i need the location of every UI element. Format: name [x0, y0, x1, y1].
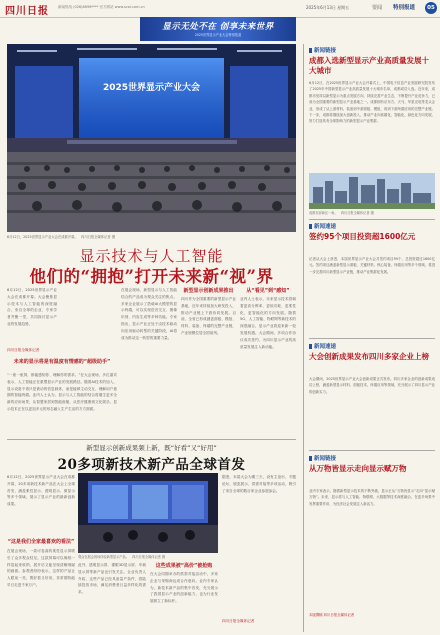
article1-para2: 在展会现场，新型显示与人工智能结合的产品成为观众关注的焦点。多家企业展示了搭载AI大模型的显示终端，可以实现语音交互、图像识别、内容生成等多种功能。专家指出，显示产业正处于由技术驱动向应用驱动转型的关键阶段，AI将成为推动这一转型的重要力量。: [121, 288, 177, 340]
column-rule: [303, 44, 304, 632]
sidebar1-body: 6月12日，在2025世界显示产业大会开幕式上，中国电子信息产业发展研究院发布了2025年中国新型显示产业高质量发展十大城市名单，成都成功入选。近年来，成都市坚持以新型显示为重点发展方向，持续完善产业生态，不断提升产业竞争力，已成为全国重要的新型显示产业基地之一。成都拥有京东方、天马、华星光电等龙头企业，形成了从上游材料、装备到中游面板、模组，再到下游终端应用的完整产业链。下一步，成都将继续加大创新投入，推动产业向高端化、智能化、绿色化方向发展，努力打造具有全球影响力的新型显示产业集群。: [309, 81, 435, 124]
city-photo-caption: 成都东部新区一角。 四川日报全媒体记者 摄: [309, 211, 374, 215]
sidebar2-body: 记者从大会上获悉，本届世界显示产业大会共签约项目95个，总投资超过1600亿元。签约项目涵盖新型显示面板、关键材料、核心装备、终端应用等多个领域，将进一步完善四川新型显示产业链，推动产业集群化发展。: [309, 257, 435, 274]
section2-para1: 在展会现场，一款可卷曲的柔性显示屏吸引了众多观众驻足。这款屏幕可以像纸一样卷起来收纳，展开后又能呈现清晰细腻的画面。参观者纷纷表示，这样的产品让人眼前一亮，既好看又好用，非常期待能早日走进千家万户。: [7, 549, 75, 587]
article1-subhead3: 从“看见”到“感知”: [246, 288, 290, 294]
stage-screen-title: 2025世界显示产业大会: [102, 83, 201, 93]
masthead-info: 新闻热线 (028)8696**** 官方网站 www.scol.com.cn: [58, 5, 145, 9]
sidebar4-byline: 本版撰稿 四川日报全媒体记者: [309, 613, 355, 617]
headline-kicker: 显示技术与人工智能: [79, 247, 224, 265]
sidebar1-title: 成都入选新型显示产业高质量发展十大城市: [309, 56, 429, 75]
banner-slogan: 显示无处不在 创享未来世界: [162, 22, 274, 32]
section2-lede: 6月12日，2025世界显示产业大会在成都开幕，20多项新技术新产品在大会上全球首发，涵盖柔性显示、透明显示、微显示等多个领域，展示了显示产业的最新创新成果。: [7, 475, 75, 507]
article1-para4: 业内人士表示，未来显示技术将朝着更高分辨率、更低功耗、更柔性化、更智能化的方向发展。随着5G、人工智能、物联网等新技术的深度融合，显示产业将迎来新一轮发展机遇。大会期间，多项合作协议成功签约，为四川显示产业的高质量发展注入新动能。: [240, 297, 296, 349]
pillar-label: 特别报道: [393, 5, 416, 11]
masthead: [0, 0, 440, 18]
issue-date: 2025年6月13日 星期五: [306, 5, 350, 10]
sidebar4-title: 从万物皆显示走向显示赋万物: [309, 464, 407, 473]
sidebar3-tag: 新闻速递: [309, 342, 336, 350]
main-headline: 他们的“拥抱”打开未来新“视”界: [29, 267, 274, 286]
special-report-banner: [140, 17, 296, 41]
page-number-badge: 05: [425, 2, 437, 14]
article1-subhead2: 新型显示创新成果推出: [183, 288, 234, 294]
city-photo: [309, 173, 435, 209]
conference-hall-illustration: [7, 44, 296, 232]
article1-subhead1: 未来的显示将是有温度有情感的“超级助手”: [13, 359, 111, 365]
sidebar-divider-2: [309, 338, 435, 339]
newspaper-logo: 四川日报: [5, 6, 49, 17]
sidebar-divider-1: [309, 219, 435, 220]
sidebar3-title: 大会创新成果发布四川多家企业上榜: [309, 352, 429, 361]
exhibition-photo-caption: 观众在展会现场体验新型显示产品。 四川日报全媒体记者 摄: [78, 555, 166, 559]
article1-lede: 6月12日，2025世界显示产业大会在成都开幕。大会聚焦显示技术与人工智能的深度融合，来自全球的企业、专家学者齐聚一堂，共同探讨显示产业的发展趋势。: [7, 288, 57, 326]
section2-para4: 据悉，本届大会为期三天，设有主论坛、专题论坛、展览展示、供需对接等多项活动，吸引了来自全球的数百家企业参展参会。: [222, 475, 296, 493]
sidebar4-body: 业内专家表示，随着新型显示技术的不断突破，显示正从“万物皆显示”走向“显示赋万物”。未来，显示将与人工智能、物联网、大数据等技术深度融合，在更多场景中发挥重要作用，为经济社会发展注入新活力。: [309, 489, 435, 506]
article1-para1: “一座一座屏，都能感知你、理解你的需求。”在大会现场，多位嘉宾表示，人工智能正在重塑显示产业的发展路径。随着AI技术的加入，显示设备不再只是被动的信息载体，而是能够主动交互、理解用户意图的智能终端。业内人士认为，显示与人工智能的结合将催生更多全新的应用场景，从智慧家居到智能座舱，从医疗健康到文化娱乐，显示技术正在以更加多元的形态融入生产生活的方方面面。: [7, 373, 117, 411]
exhibition-photo: [78, 473, 218, 553]
sidebar4-tag: 新闻链接: [309, 454, 336, 462]
banner-subtitle: 2025世界显示产业大会特别报道: [194, 33, 242, 37]
sidebar2-tag: 新闻速递: [309, 222, 336, 230]
hero-photo: [7, 44, 296, 232]
section2-para2: 此外，透明显示屏、裸眼3D显示屏、车载显示屏等新产品也引发关注。企业负责人介绍，这些产品已经具备量产条件，将陆续投放市场，满足消费者日益多样化的需求。: [78, 563, 146, 595]
article1-byline: 四川日报全媒体记者: [7, 348, 40, 352]
sidebar-divider-3: [309, 450, 435, 451]
exhibition-illustration: [78, 473, 218, 553]
section2-headline: 20多项新技术新产品全球首发: [57, 457, 246, 473]
section2-kicker: 新型显示创新成果频上新，既“好看”又“好用”: [86, 444, 217, 452]
hero-photo-caption: 6月12日，2025世界显示产业大会在成都开幕。 四川日报全媒体记者 摄: [7, 235, 116, 239]
sidebar2-title: 签约95个项目投资超1600亿元: [309, 232, 416, 241]
section2-para3: 在大会同期举办的供需对接活动中，多家企业与采购商达成合作意向。业内专家认为，新技术新产品的集中首发，充分展示了我国显示产业的创新能力，也为行业发展树立了新标杆。: [150, 572, 218, 604]
city-skyline-illustration: [309, 173, 435, 209]
section-divider: [7, 439, 296, 440]
section2-subhead2: 这些成果被“高价”被抢购: [155, 563, 213, 569]
section2-byline: 四川日报全媒体记者: [222, 619, 255, 623]
sidebar1-tag: 新闻链接: [309, 46, 336, 54]
section2-subhead1: “这是我们全家最喜欢的看法”: [7, 539, 75, 545]
article1-para3: 四川作为全国重要的新型显示产业基地，近年来持续加大研发投入，推动产业链上下游协同发展。目前，全省已形成涵盖面板、模组、材料、装备、终端的完整产业链，产业规模位居全国前列。: [181, 297, 236, 335]
sidebar3-body: 大会期间，2025世界显示产业大会创新成果正式发布。四川多家企业的创新成果成功上榜，涵盖新型显示材料、面板技术、终端应用等领域，充分展示了四川显示产业的创新实力。: [309, 377, 435, 394]
section-label: 要闻: [372, 5, 383, 11]
